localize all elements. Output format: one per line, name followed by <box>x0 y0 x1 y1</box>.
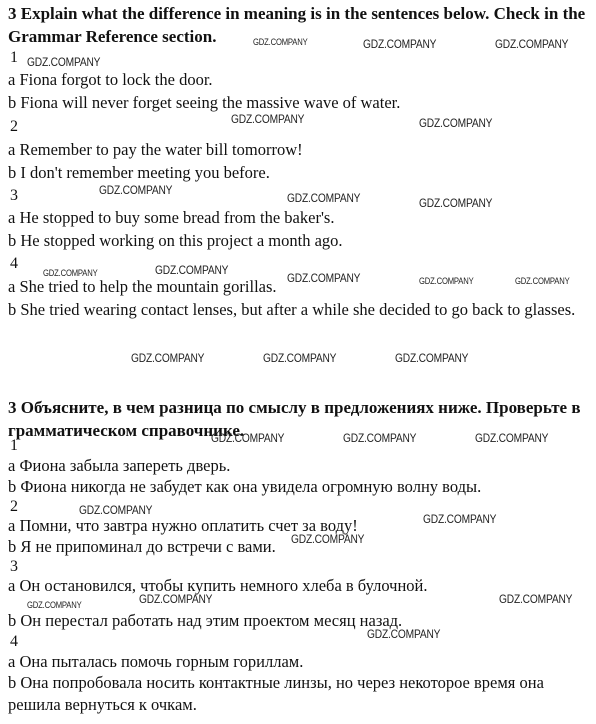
watermark: GDZ.COMPANY <box>253 37 308 47</box>
english-sentence-1a: a Fiona forgot to lock the door. <box>8 70 213 89</box>
russian-sentence-4a: a Она пыталась помочь горным гориллам. <box>8 652 304 671</box>
russian-sentence-1b: b Фиона никогда не забудет как она увидела огромную волну воды. <box>8 477 482 496</box>
english-group-3-number: 3 <box>10 187 18 204</box>
watermark: GDZ.COMPANY <box>287 271 361 285</box>
english-sentence-3a: a He stopped to buy some bread from the baker's. <box>8 208 335 227</box>
watermark: GDZ.COMPANY <box>343 431 417 445</box>
watermark: GDZ.COMPANY <box>43 268 98 278</box>
watermark: GDZ.COMPANY <box>419 196 493 210</box>
russian-sentence-1a: a Фиона забыла запереть дверь. <box>8 456 231 475</box>
watermark: GDZ.COMPANY <box>419 116 493 130</box>
watermark: GDZ.COMPANY <box>99 183 173 197</box>
english-sentence-4b: b She tried wearing contact lenses, but after a while she decided to go back to glasses. <box>8 300 576 319</box>
watermark: GDZ.COMPANY <box>423 512 497 526</box>
english-sentence-1b: b Fiona will never forget seeing the massive wave of water. <box>8 93 401 112</box>
watermark: GDZ.COMPANY <box>27 55 101 69</box>
russian-sentence-3a: a Он остановился, чтобы купить немного хлеба в булочной. <box>8 576 428 595</box>
russian-group-4-number: 4 <box>10 633 18 650</box>
watermark: GDZ.COMPANY <box>263 351 337 365</box>
english-sentence-2b: b I don't remember meeting you before. <box>8 163 270 182</box>
watermark: GDZ.COMPANY <box>155 263 229 277</box>
english-heading: 3 Explain what the difference in meaning is in the sentences below. Check in the Grammar Reference section. <box>8 4 586 46</box>
english-sentence-2a: a Remember to pay the water bill tomorrow! <box>8 140 303 159</box>
english-sentence-4a: a She tried to help the mountain gorillas. <box>8 277 277 296</box>
russian-group-3-number: 3 <box>10 558 18 575</box>
russian-sentence-2a: a Помни, что завтра нужно оплатить счет за воду! <box>8 516 358 535</box>
watermark: GDZ.COMPANY <box>131 351 205 365</box>
english-group-2-number: 2 <box>10 118 18 135</box>
russian-heading: 3 Объясните, в чем разница по смыслу в предложениях ниже. Проверьте в грамматическом справочнике. <box>8 398 581 440</box>
watermark: GDZ.COMPANY <box>367 627 441 641</box>
russian-group-2-number: 2 <box>10 498 18 515</box>
watermark: GDZ.COMPANY <box>495 37 569 51</box>
watermark: GDZ.COMPANY <box>211 431 285 445</box>
english-group-1-number: 1 <box>10 49 18 66</box>
watermark: GDZ.COMPANY <box>475 431 549 445</box>
watermark: GDZ.COMPANY <box>79 503 153 517</box>
watermark: GDZ.COMPANY <box>419 276 474 286</box>
watermark: GDZ.COMPANY <box>139 592 213 606</box>
watermark: GDZ.COMPANY <box>231 112 305 126</box>
watermark: GDZ.COMPANY <box>515 276 570 286</box>
watermark: GDZ.COMPANY <box>27 600 82 610</box>
watermark: GDZ.COMPANY <box>291 532 365 546</box>
watermark: GDZ.COMPANY <box>287 191 361 205</box>
watermark: GDZ.COMPANY <box>363 37 437 51</box>
russian-group-1-number: 1 <box>10 437 18 454</box>
english-group-4-number: 4 <box>10 255 18 272</box>
watermark: GDZ.COMPANY <box>395 351 469 365</box>
watermark: GDZ.COMPANY <box>499 592 573 606</box>
russian-sentence-3b: b Он перестал работать над этим проектом месяц назад. <box>8 611 403 630</box>
english-sentence-3b: b He stopped working on this project a month ago. <box>8 231 343 250</box>
russian-sentence-2b: b Я не припоминал до встречи с вами. <box>8 537 276 556</box>
russian-sentence-4b: b Она попробовала носить контактные линзы, но через некоторое время она решила вернуться к очкам. <box>8 673 544 714</box>
